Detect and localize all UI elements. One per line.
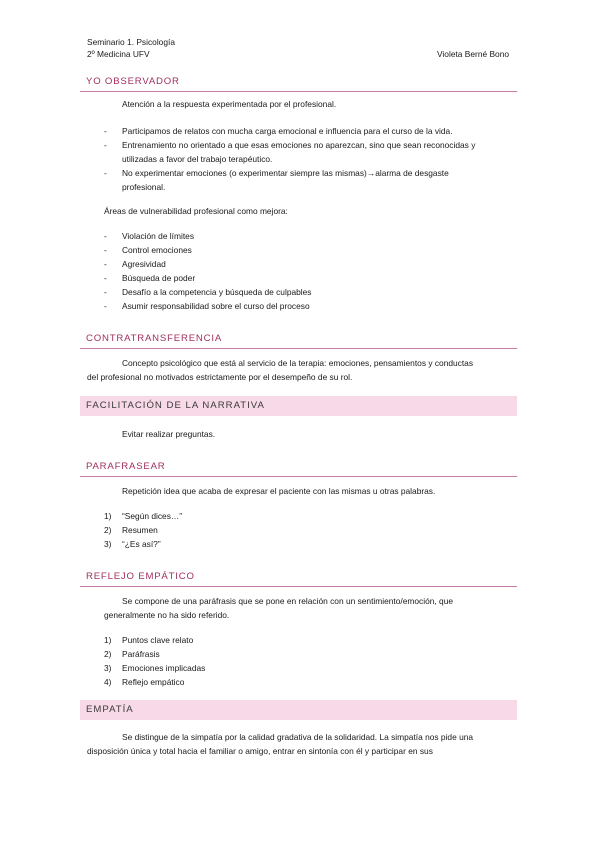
list-number: 3) — [104, 539, 112, 549]
bullet-marker: - — [104, 140, 107, 150]
vulnerability-heading: Áreas de vulnerabilidad profesional como mejora: — [104, 206, 288, 216]
section-title-yo-observador: YO OBSERVADOR — [80, 72, 517, 92]
section-title-parafrasear: PARAFRASEAR — [80, 457, 517, 477]
parafrasear-item: “Según dices…” — [122, 511, 183, 521]
vulnerability-item: Control emociones — [122, 245, 192, 255]
empatia-line: Se distingue de la simpatía por la calidad gradativa de la solidaridad. La simpatía nos pide una — [122, 732, 474, 742]
contratransferencia-line: Concepto psicológico que está al servicio de la terapia: emociones, pensamientos y conductas — [122, 358, 474, 368]
section-title-empatia: EMPATÍA — [80, 700, 517, 720]
reflejo-item: Reflejo empático — [122, 677, 185, 687]
vulnerability-item: Violación de límites — [122, 231, 195, 241]
yo-observador-intro: Atención a la respuesta experimentada por el profesional. — [122, 99, 337, 109]
reflejo-line: generalmente no ha sido referido. — [104, 610, 230, 620]
vulnerability-item: Asumir responsabilidad sobre el curso del proceso — [122, 301, 310, 311]
bullet-item: No experimentar emociones (o experimentar siempre las mismas)→alarma de desgaste — [122, 168, 449, 178]
bullet-marker: - — [104, 287, 107, 297]
list-number: 2) — [104, 649, 112, 659]
bullet-item: Entrenamiento no orientado a que esas emociones no aparezcan, sino que sean reconocidas y — [122, 140, 476, 150]
bullet-item: Participamos de relatos con mucha carga emocional e influencia para el curso de la vida. — [122, 126, 453, 136]
bullet-marker: - — [104, 126, 107, 136]
list-number: 2) — [104, 525, 112, 535]
contratransferencia-line: del profesional no motivados estrictamente por el desempeño de su rol. — [87, 372, 353, 382]
section-title-facilitacion: FACILITACIÓN DE LA NARRATIVA — [80, 396, 517, 416]
section-title-reflejo-empatico: REFLEJO EMPÁTICO — [80, 567, 517, 587]
vulnerability-item: Desafío a la competencia y búsqueda de culpables — [122, 287, 312, 297]
bullet-marker: - — [104, 231, 107, 241]
reflejo-item: Emociones implicadas — [122, 663, 206, 673]
bullet-marker: - — [104, 273, 107, 283]
list-number: 4) — [104, 677, 112, 687]
parafrasear-text: Repetición idea que acaba de expresar el paciente con las mismas u otras palabras. — [122, 486, 436, 496]
list-number: 1) — [104, 511, 112, 521]
parafrasear-item: Resumen — [122, 525, 158, 535]
bullet-marker: - — [104, 245, 107, 255]
list-number: 3) — [104, 663, 112, 673]
header-course: Seminario 1. Psicología — [87, 37, 175, 47]
vulnerability-item: Agresividad — [122, 259, 166, 269]
reflejo-line: Se compone de una paráfrasis que se pone en relación con un sentimiento/emoción, que — [122, 596, 454, 606]
reflejo-item: Puntos clave relato — [122, 635, 194, 645]
bullet-marker: - — [104, 301, 107, 311]
facilitacion-text: Evitar realizar preguntas. — [122, 429, 216, 439]
header-author: Violeta Berné Bono — [437, 49, 510, 59]
reflejo-item: Paráfrasis — [122, 649, 160, 659]
bullet-marker: - — [104, 168, 107, 178]
header-degree: 2º Medicina UFV — [87, 49, 150, 59]
bullet-marker: - — [104, 259, 107, 269]
bullet-item-continuation: utilizadas a favor del trabajo terapéutico. — [122, 154, 273, 164]
list-number: 1) — [104, 635, 112, 645]
vulnerability-item: Búsqueda de poder — [122, 273, 196, 283]
empatia-line: disposición única y total hacia el familiar o amigo, entrar en sintonía con él y participar en sus — [87, 746, 433, 756]
bullet-item-continuation: profesional. — [122, 182, 166, 192]
parafrasear-item: “¿Es así?” — [122, 539, 161, 549]
section-title-contratransferencia: CONTRATRANSFERENCIA — [80, 329, 517, 349]
